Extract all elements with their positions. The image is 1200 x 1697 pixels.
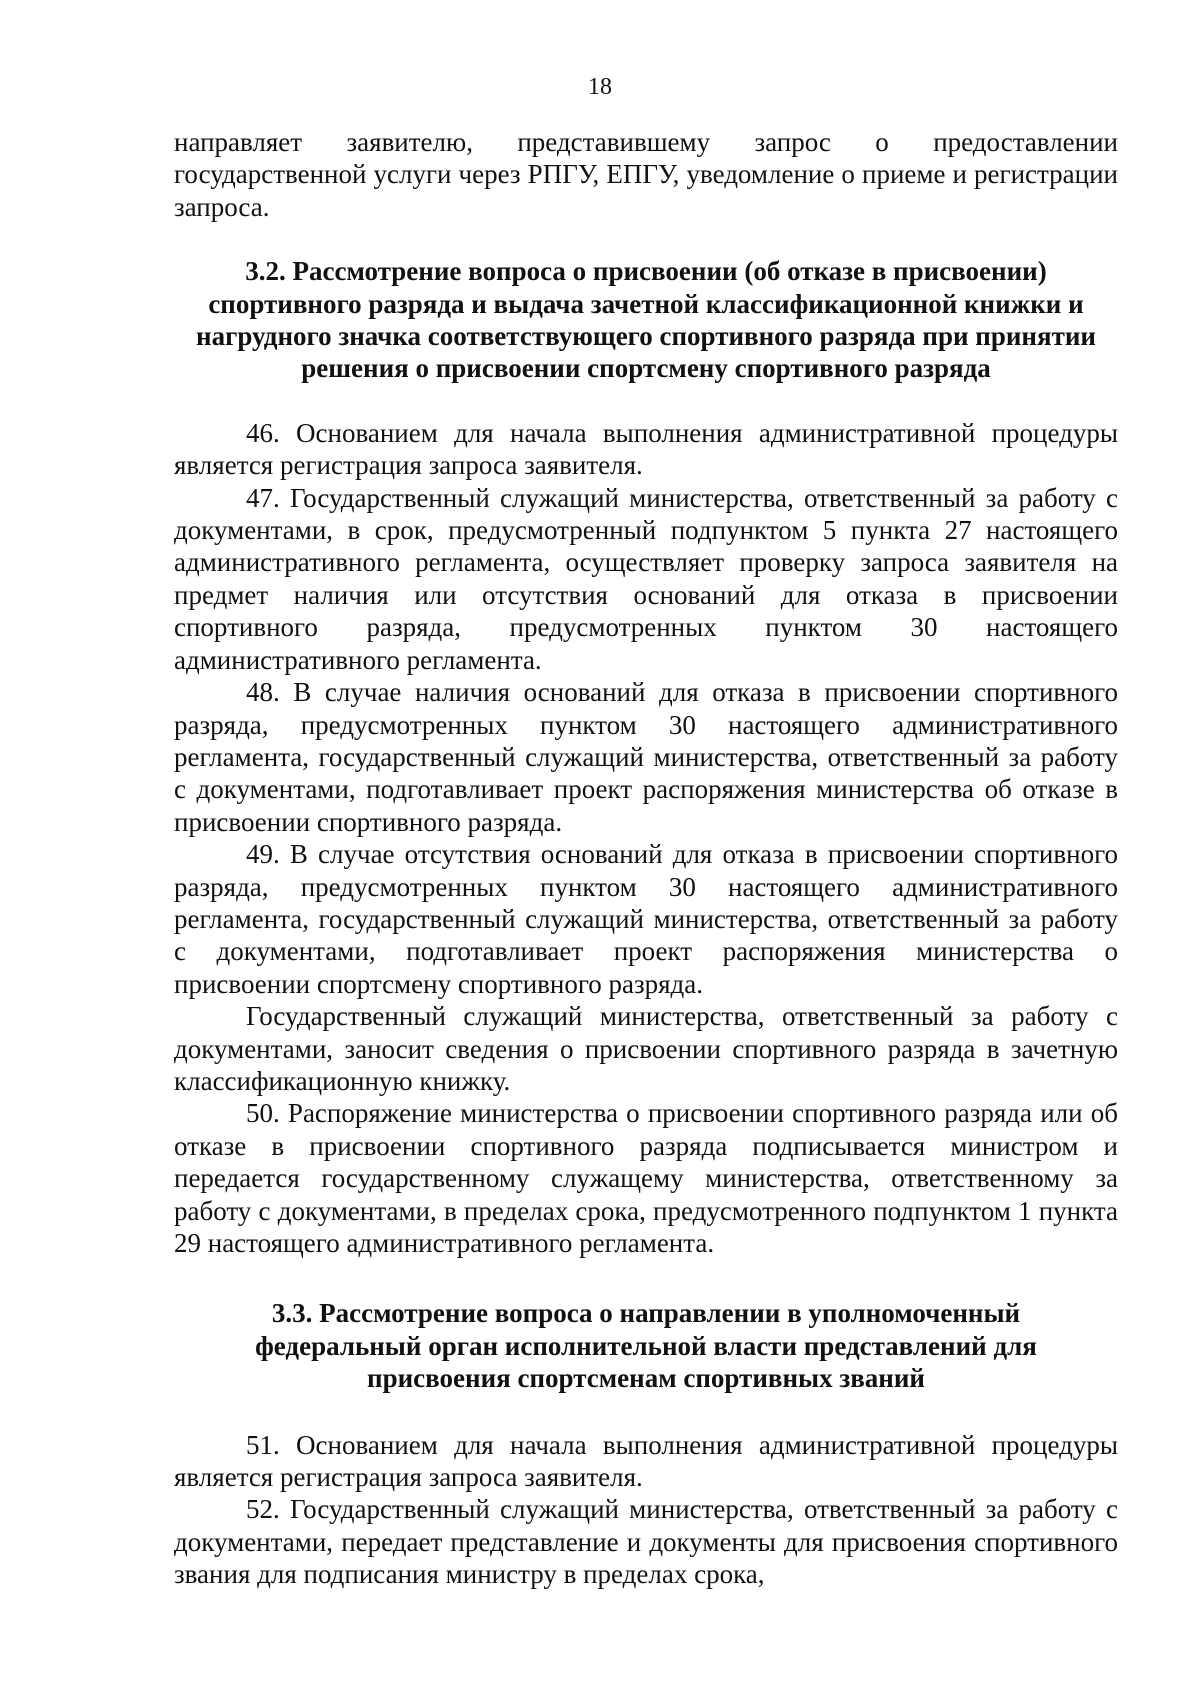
intro-paragraph: направляет заявителю, представившему запрос о предоставлении государственной услуги через РПГУ, ЕПГУ, уведомление о приеме и регистрации запроса. [174, 127, 1118, 222]
section-heading-3-3: 3.3. Рассмотрение вопроса о направлении в уполномоченный федеральный орган исполнительной власти представлений для присвоения спортсменам спортивных званий [255, 1298, 1037, 1394]
paragraph-46: 46. Основанием для начала выполнения административной процедуры является регистрация запроса заявителя. [174, 417, 1118, 481]
paragraph-50: 50. Распоряжение министерства о присвоении спортивного разряда или об отказе в присвоении спортивного разряда подписывается министром и передается государственному служащему министерства, ответственному за работу с документами, в пределах срока, предусмотренного подпунктом 1 пункта 29 настоящего административного регламента. [174, 1098, 1118, 1258]
page-number: 18 [588, 74, 612, 100]
document-body [174, 126, 1118, 1591]
paragraph-47: 47. Государственный служащий министерства, ответственный за работу с документами, в срок, предусмотренный подпунктом 5 пункта 27 настоящего административного регламента, осуществляет проверку запроса заявителя на предмет наличия или отсутствия оснований для отказа в присвоении спортивного разряда, предусмотренных пунктом 30 настоящего административного регламента. [174, 482, 1118, 675]
paragraph-49-continued: Государственный служащий министерства, ответственный за работу с документами, заносит сведения о присвоении спортивного разряда в зачетную классификационную книжку. [174, 1001, 1118, 1096]
section-heading-3-2: 3.2. Рассмотрение вопроса о присвоении (об отказе в присвоении) спортивного разряда и выдача зачетной классификационной книжки и нагрудного значка соответствующего спортивного разряда при принятии решения о присвоении спортсмену спортивного разряда [196, 256, 1096, 384]
paragraph-51: 51. Основанием для начала выполнения административной процедуры является регистрация запроса заявителя. [174, 1429, 1118, 1493]
paragraph-48: 48. В случае наличия оснований для отказа в присвоении спортивного разряда, предусмотренных пунктом 30 настоящего административного регламента, государственный служащий министерства, ответственный за работу с документами, подготавливает проект распоряжения министерства об отказе в присвоении спортивного разряда. [174, 677, 1118, 837]
paragraph-52: 52. Государственный служащий министерства, ответственный за работу с документами, передает представление и документы для присвоения спортивного звания для подписания министру в пределах срока, [174, 1494, 1118, 1590]
paragraph-49: 49. В случае отсутствия оснований для отказа в присвоении спортивного разряда, предусмотренных пунктом 30 настоящего административного регламента, государственный служащий министерства, ответственный за работу с документами, подготавливает проект распоряжения министерства о присвоении спортсмену спортивного разряда. [174, 839, 1118, 999]
